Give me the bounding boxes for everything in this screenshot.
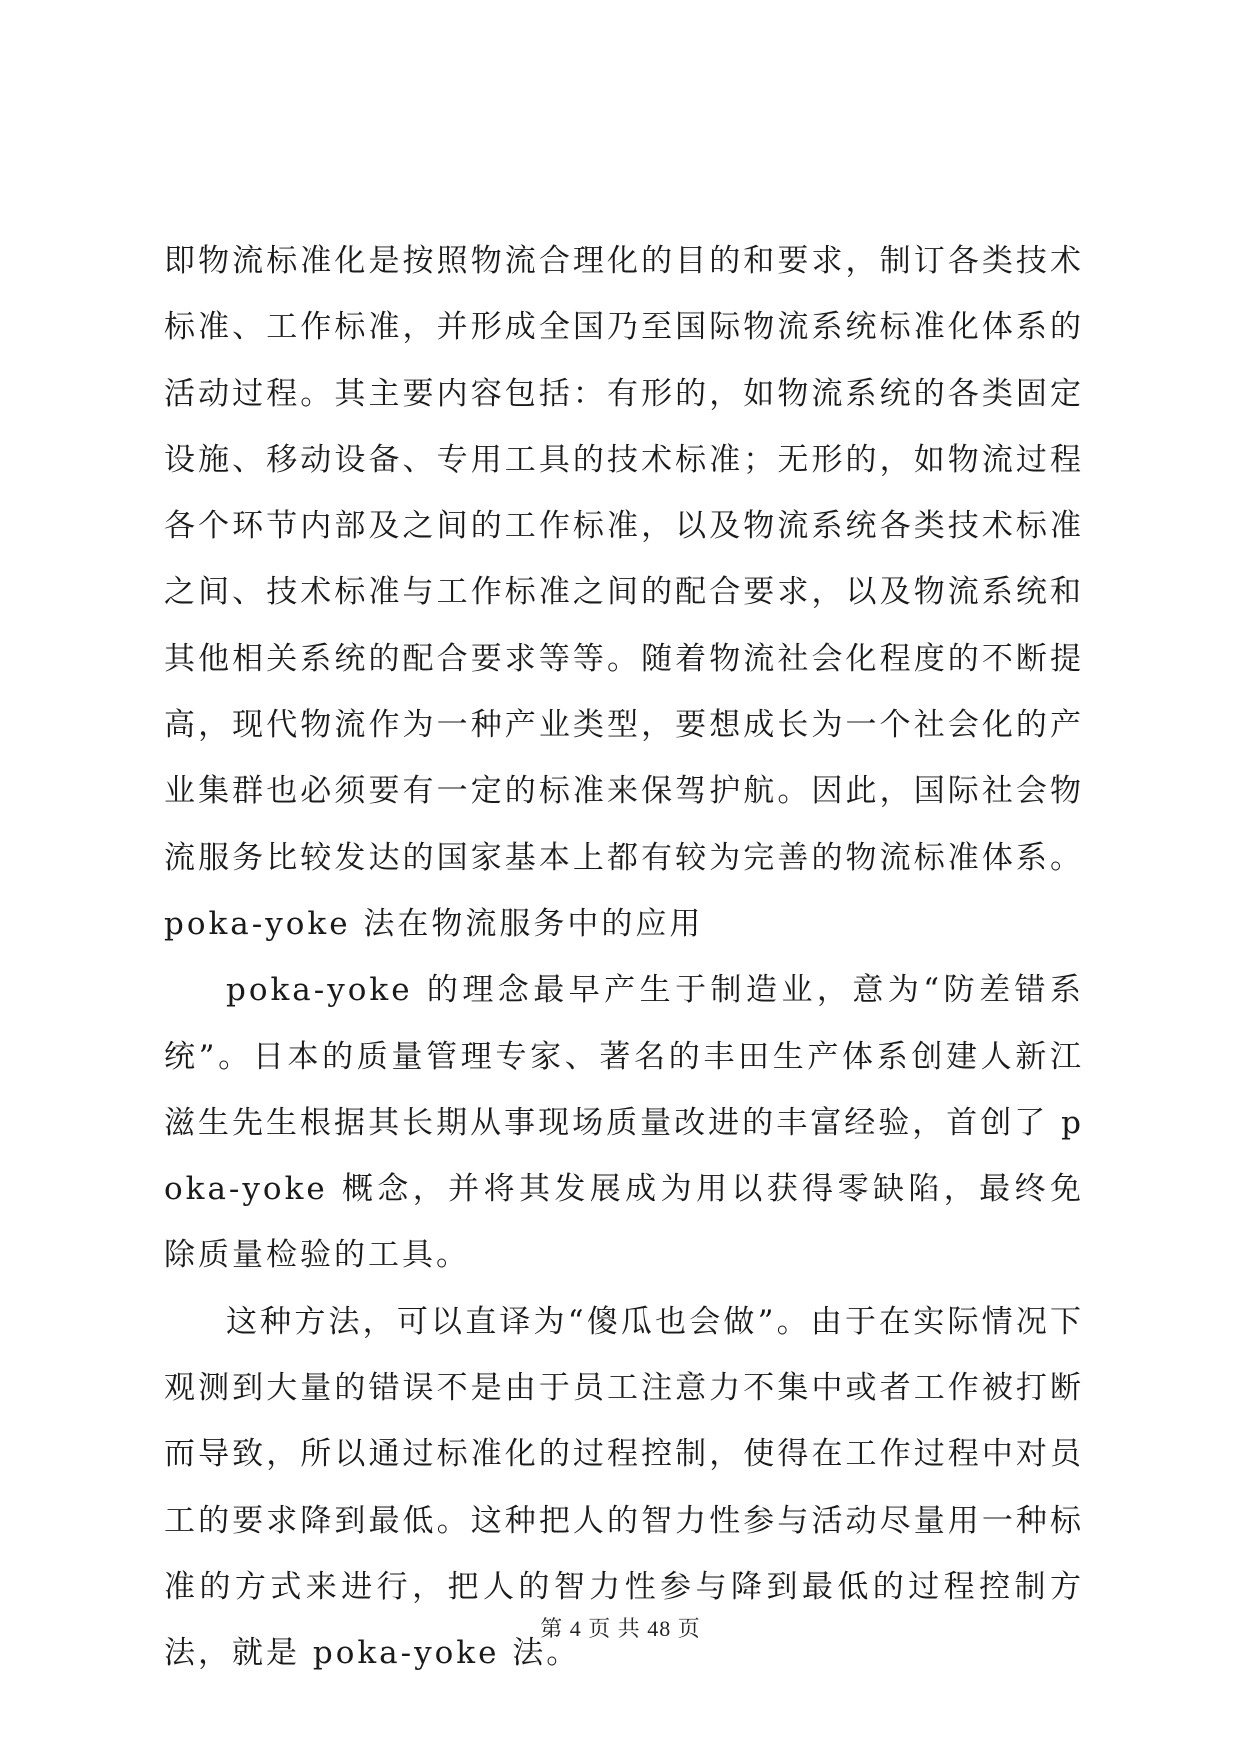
paragraph-2: poka-yoke 的理念最早产生于制造业，意为“防差错系统”。日本的质量管理专家、著名的丰田生产体系创建人新江滋生先生根据其长期从事现场质量改进的丰富经验，首创了 poka-yoke 概念，并将其发展成为用以获得零缺陷，最终免除质量检验的工具。 [164, 972, 1084, 1274]
paragraph-1: 即物流标准化是按照物流合理化的目的和要求，制订各类技术标准、工作标准，并形成全国乃至国际物流系统标准化体系的活动过程。其主要内容包括：有形的，如物流系统的各类固定设施、移动设备、专用工具的技术标准；无形的，如物流过程各个环节内部及之间的工作标准，以及物流系统各类技术标准之间、技术标准与工作标准之间的配合要求，以及物流系统和其他相关系统的配合要求等等。随着物流社会化程度的不断提高，现代物流作为一种产业类型，要想成长为一个社会化的产业集群也必须要有一定的标准来保驾护航。因此，国际社会物流服务比较发达的国家基本上都有较为完善的物流标准体系。poka-yoke 法在物流服务中的应用 [164, 243, 1084, 942]
paragraph-3: 这种方法，可以直译为“傻瓜也会做”。由于在实际情况下观测到大量的错误不是由于员工注意力不集中或者工作被打断而导致，所以通过标准化的过程控制，使得在工作过程中对员工的要求降到最低。这种把人的智力性参与活动尽量用一种标准的方式来进行，把人的智力性参与降到最低的过程控制方法，就是 poka-yoke 法。 [164, 1303, 1084, 1672]
body-text [164, 228, 1084, 1687]
page-footer: 第 4 页 共 48 页 [540, 1616, 701, 1641]
